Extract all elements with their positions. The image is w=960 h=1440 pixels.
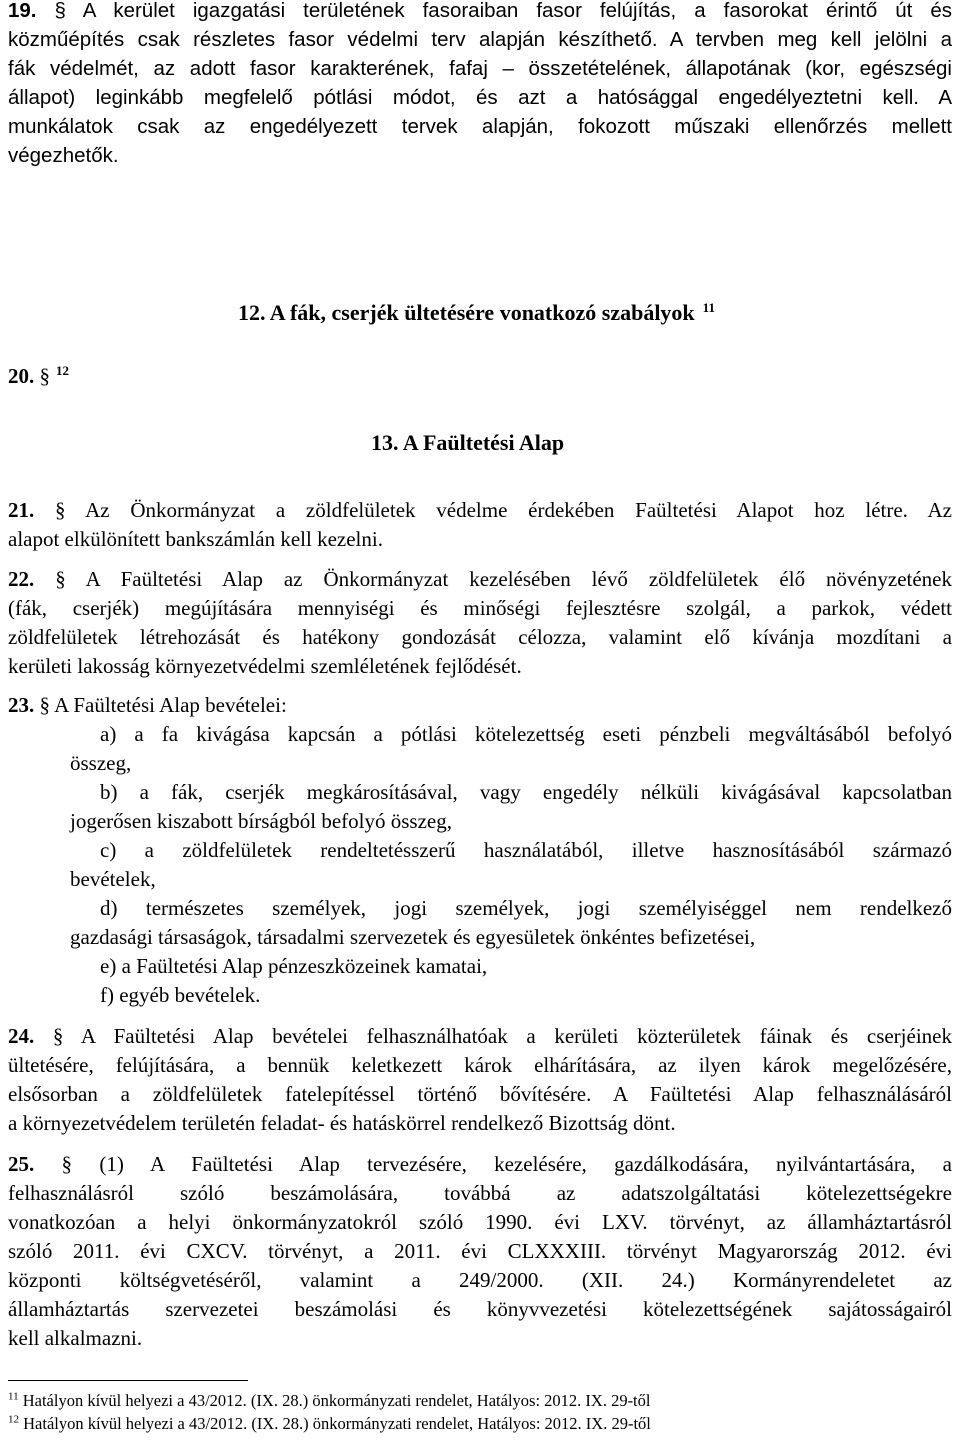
section-number: 23.: [8, 693, 35, 717]
footnote-11: $^{11}$ Hatályon kívül helyezi a 43/2012. (IX. 28.) önkormányzati rendelet, Hatályos: 2012. IX. 29-től: [8, 1390, 651, 1410]
section-24: 24. § A Faültetési Alap bevételei felhasználhatóak a kerületi közterületek fáinak és cserjéinek ültetésére, felújítására, a bennük keletkezett károk elhárítására, az ilyen károk megelőzésére, elsősorban a zöldfelületek fatelepítéssel történő bővítésére. A Faültetési Alap felhasználásáról a környezetvédelem területén feladat- és hatáskörrel rendelkező Bizottság dönt.: [8, 1024, 952, 1135]
list-item: d) természetes személyek, jogi személyek, jogi személyiséggel nem rendelkező: [100, 896, 952, 920]
chapter-heading-13: 13. A Faültetési Alap: [371, 430, 565, 455]
section-22: 22. § A Faültetési Alap az Önkormányzat kezelésében lévő zöldfelületek élő növényzetének (fák, cserjék) megújítására mennyiségi és minőségi fejlesztésre szolgál, a parkok, védett zöldfelületek létrehozását és hatékony gondozását célozza, valamint elő kívánja mozdítani a kerületi lakosság környezetvédelmi szemléletének fejlődését.: [8, 567, 952, 678]
section-number: 19.: [8, 0, 37, 22]
revenue-list: a) a fa kivágása kapcsán a pótlási kötelezettség eseti pénzbeli megváltásából befolyó összeg, b) a fák, cserjék megkárosításával, vagy engedély nélküli kivágásával kapcsolatban jogerősen kiszabott bírságból befolyó összeg, c) a zöldfelületek rendeltetésszerű használatából, illetve hasznosításából származó bevételek, d) természetes személyek, jogi személyek, jogi személyiséggel nem rendelkező gazdasági társaságok, társadalmi szervezetek és egyesületek önkéntes befizetései, e) a Faültetési Alap pénzeszközeinek kamatai, f) egyéb bevételek.: [8, 720, 952, 1010]
list-item: c) a zöldfelületek rendeltetésszerű használatából, illetve hasznosításából származó: [100, 838, 952, 862]
list-item: e) a Faültetési Alap pénzeszközeinek kamatai,: [100, 954, 488, 978]
section-21: 21. § Az Önkormányzat a zöldfelületek védelme érdekében Faültetési Alapot hoz létre. Az alapot elkülönített bankszámlán kell kezelni.: [8, 498, 952, 551]
section-number: 25.: [8, 1152, 35, 1176]
section-23: 23. § A Faültetési Alap bevételei:: [8, 693, 287, 717]
list-item: b) a fák, cserjék megkárosításával, vagy engedély nélküli kivágásával kapcsolatban: [100, 780, 952, 804]
footnote-12: $^{12}$ Hatályon kívül helyezi a 43/2012. (IX. 28.) önkormányzati rendelet, Hatályos: 2012. IX. 29-től: [8, 1413, 651, 1433]
section-number: 22.: [8, 567, 35, 591]
section-number: 24.: [8, 1024, 35, 1048]
list-item: f) egyéb bevételek.: [100, 983, 261, 1007]
footnote-ref: 12: [56, 363, 69, 378]
footnote-divider: [8, 1380, 248, 1381]
section-number: 21.: [8, 498, 35, 522]
section-19: 19. § A kerület igazgatási területének fasoraiban fasor felújítás, a fasorokat érintő út és közműépítés csak részletes fasor védelmi terv alapján készíthető. A tervben meg kell jelölni a fák védelmét, az adott fasor karakterének, fafaj – összetételének, állapotának (kor, egészségi állapot) leginkább megfelelő pótlási módot, és azt a hatósággal engedélyeztetni kell. A munkálatok csak az engedélyezett tervek alapján, fokozott műszaki ellenőrzés mellett végezhetők.: [8, 0, 952, 167]
chapter-heading-12: 12. A fák, cserjék ültetésére vonatkozó szabályok $^{11}$: [238, 299, 715, 325]
list-item: a) a fa kivágása kapcsán a pótlási kötelezettség eseti pénzbeli megváltásából befolyó: [100, 722, 952, 746]
footnote-ref: 11: [702, 299, 715, 315]
section-25: 25. § (1) A Faültetési Alap tervezésére, kezelésére, gazdálkodására, nyilvántartására, a felhasználásról szóló beszámolására, továbbá az adatszolgáltatási kötelezettségekre vonatkozóan a helyi önkormányzatokról szóló 1990. évi LXV. törvényt, az államháztartásról szóló 2011. évi CXCV. törvényt, a 2011. évi CLXXXIII. törvényt Magyarország 2012. évi központi költségvetéséről, valamint a 249/2000. (XII. 24.) Kormányrendeletet az államháztartás szervezetei beszámolási és könyvvezetési kötelezettségének sajátosságairól kell alkalmazni.: [8, 1152, 953, 1350]
section-number: 20.: [8, 364, 35, 388]
section-20: 20. § $^{12}$: [8, 363, 69, 388]
